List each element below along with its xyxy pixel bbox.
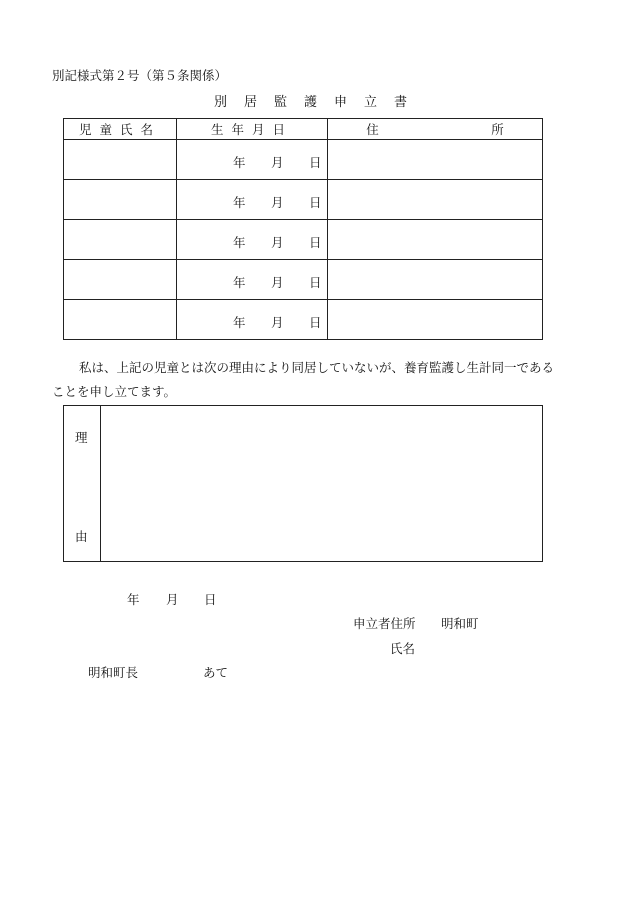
month-unit: 月 xyxy=(271,315,284,330)
day-unit: 日 xyxy=(309,235,322,250)
address-cell[interactable] xyxy=(328,140,543,180)
year-unit: 年 xyxy=(233,195,246,210)
year-unit: 年 xyxy=(233,315,246,330)
applicant-address-label: 申立者住所 xyxy=(353,616,416,631)
birthdate-cell[interactable] xyxy=(177,140,328,180)
child-name-cell[interactable] xyxy=(64,300,177,340)
year-unit: 年 xyxy=(233,235,246,250)
child-name-cell[interactable] xyxy=(64,220,177,260)
child-name-cell[interactable] xyxy=(64,260,177,300)
table-row xyxy=(64,260,543,300)
children-table xyxy=(63,118,543,340)
day-unit: 日 xyxy=(309,195,322,210)
month-unit: 月 xyxy=(271,275,284,290)
month-unit: 月 xyxy=(271,195,284,210)
reason-divider xyxy=(100,406,101,561)
date-year-label: 年 xyxy=(127,592,140,607)
day-unit: 日 xyxy=(309,275,322,290)
document-title: 別居監護申立書 xyxy=(213,95,424,110)
header-birthdate: 生年月日 xyxy=(177,119,328,140)
statement-line-2: ことを申し立てます。 xyxy=(52,384,177,399)
statement-line-1: 私は、上記の児童とは次の理由により同居していないが、養育監護し生計同一である xyxy=(79,360,555,375)
year-unit: 年 xyxy=(233,155,246,170)
day-unit: 日 xyxy=(309,155,322,170)
birthdate-cell[interactable] xyxy=(177,180,328,220)
header-address: 住 所 xyxy=(328,119,543,140)
year-unit: 年 xyxy=(233,275,246,290)
address-cell[interactable] xyxy=(328,220,543,260)
birthdate-cell[interactable] xyxy=(177,220,328,260)
month-unit: 月 xyxy=(271,235,284,250)
table-row xyxy=(64,220,543,260)
recipient-suffix: あて xyxy=(203,665,229,680)
address-cell[interactable] xyxy=(328,260,543,300)
date-month-label: 月 xyxy=(166,592,179,607)
date-day-label: 日 xyxy=(204,592,217,607)
table-row xyxy=(64,180,543,220)
table-header-row xyxy=(64,119,543,140)
address-cell[interactable] xyxy=(328,180,543,220)
reason-label-top: 理 xyxy=(75,430,88,445)
day-unit: 日 xyxy=(309,315,322,330)
recipient-title: 明和町長 xyxy=(88,665,139,680)
table-row xyxy=(64,140,543,180)
child-name-cell[interactable] xyxy=(64,180,177,220)
header-child-name: 児童氏名 xyxy=(64,119,177,140)
applicant-name-label: 氏名 xyxy=(390,641,416,656)
address-cell[interactable] xyxy=(328,300,543,340)
child-name-cell[interactable] xyxy=(64,140,177,180)
reason-label-bottom: 由 xyxy=(75,529,88,544)
form-reference: 別記様式第２号（第５条関係） xyxy=(52,68,228,83)
birthdate-cell[interactable] xyxy=(177,300,328,340)
reason-box xyxy=(63,405,543,562)
reason-text-area[interactable] xyxy=(106,412,536,555)
applicant-address-prefix: 明和町 xyxy=(441,616,479,631)
month-unit: 月 xyxy=(271,155,284,170)
table-row xyxy=(64,300,543,340)
birthdate-cell[interactable] xyxy=(177,260,328,300)
